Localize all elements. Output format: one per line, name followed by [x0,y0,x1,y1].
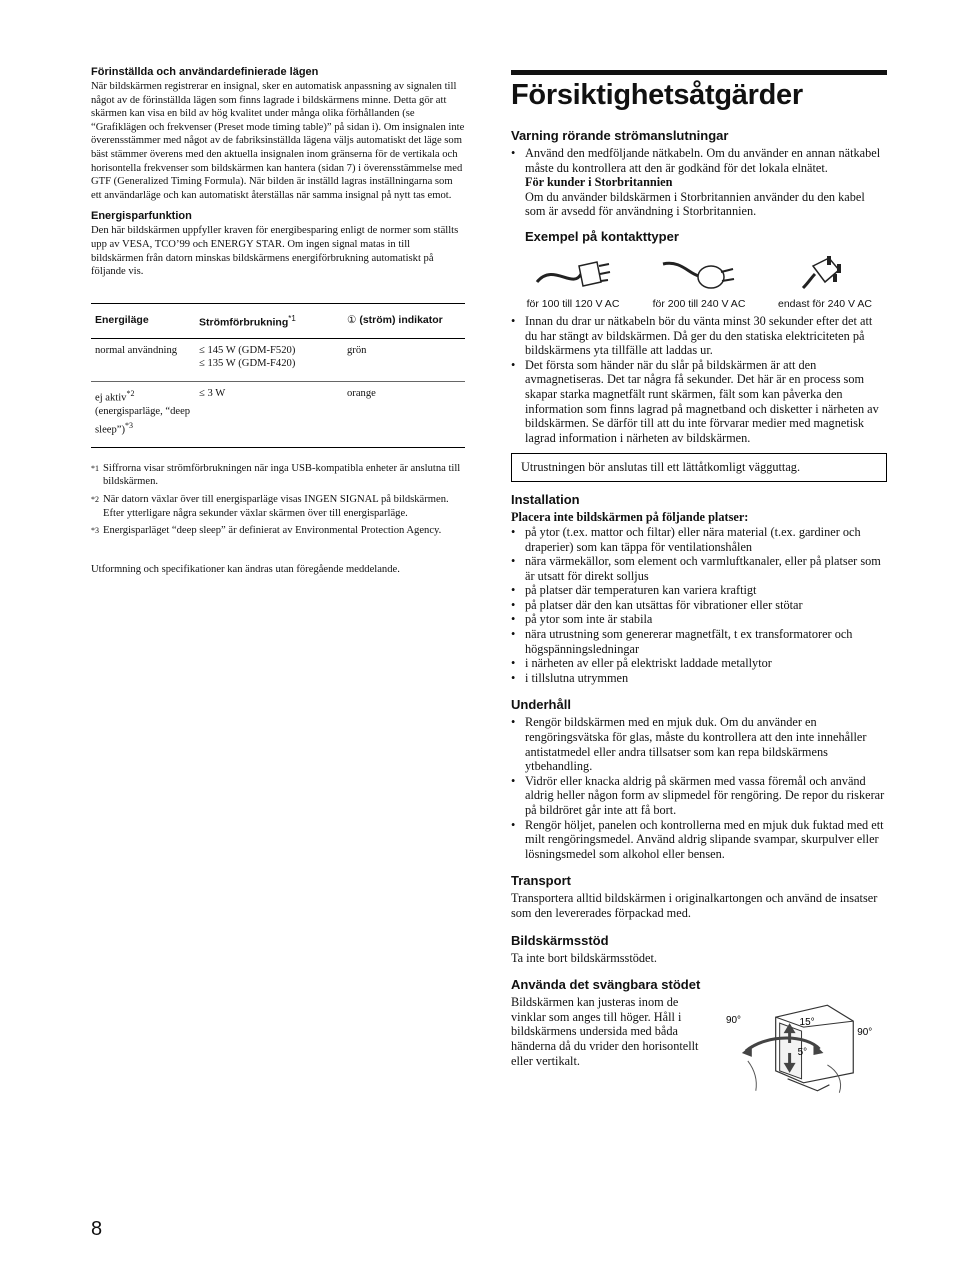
stand-heading: Bildskärmsstöd [511,932,609,948]
energy-heading: Energisparfunktion [91,210,192,223]
plug-example [637,252,761,310]
header-indicator: ① (ström) indikator [343,303,465,338]
install-list [511,525,887,686]
plug-example [511,252,635,310]
page-title: Försiktighetsåtgärder [511,79,803,111]
list-item: • Det första som händer när du slår på bildskärmen är att den avmagnetiseras. Det tar några få sekunder. Det här är en process som skapar starka magnetfält runt skärmen, fält som kan påverka den information som finns lagrad på magnetband och disketter i närheten av bildskärmen. Se därför till att du inte förvarar medier med magnetisk lagrad information i närheten av bildskärmen. [511,358,887,446]
swivel-text: Bildskärmen kan justeras inom de vinklar som anges till höger. Håll i bildskärmens undersida med båda händerna då du vrider den horisontellt eller vertikalt. [511,995,699,1068]
list-item: • Vidrör eller knacka aldrig på skärmen med vassa föremål och använd aldrig heller någon form av slipmedel för rengöring. De repor du riskerar på bildröret går inte att få bort. [511,774,887,818]
swivel-section [511,995,887,1095]
disclaimer: Utformning och specifikationer kan ändras utan föregående meddelande. [91,564,400,576]
page-number: 8 [91,1218,103,1240]
list-item: • nära värmekällor, som element och varmluftkanaler, eller på platser som är utsatt för direkt solljus [511,554,887,583]
row-indicator: grön [343,338,465,381]
right-column [511,70,887,1095]
uk-plug-icon [795,252,855,294]
outlet-note: Utrustningen bör anslutas till ett lättåtkomligt vägguttag. [511,453,887,482]
us-plug-icon [533,252,613,294]
angle-up-label: 15° [799,1017,815,1029]
footnote: $^{*3}$ Energisparläget “deep sleep” är definierat av Environmental Protection Agency. [91,525,442,537]
list-item: • på platser där temperaturen kan variera kraftigt [511,583,887,598]
list-item: • på platser där den kan utsättas för vibrationer eller stötar [511,598,887,613]
transport-heading: Transport [511,873,571,889]
energy-table [91,303,465,448]
angle-left-label: 90° [725,1015,741,1027]
plug-example [763,252,887,310]
footnote: $^{*1}$ Siffrorna visar strömförbrukningen när inga USB-kompatibla enheter är anslutna till bildskärmen. [91,462,461,488]
install-heading: Installation [511,492,580,508]
header-mode: Energiläge [91,303,195,338]
list-item: • på ytor (t.ex. mattor och filtar) eller nära material (t.ex. gardiner och draperier) som kan täppa för ventilationshålen [511,525,887,554]
transport-text: Transportera alltid bildskärmen i originalkartongen och använd de insatser som den levererades förpackad med. [511,891,878,920]
list-item: • Rengör höljet, panelen och kontrollerna med en mjuk duk fuktad med ett milt rengöringsmedel. Använd aldrig slipande svampar, skurpulver eller lösningsmedel som alkohol eller bensen. [511,818,887,862]
stand-text: Ta inte bort bildskärmsstödet. [511,950,657,965]
power-heading: Varning rörande strömanslutningar [511,128,729,143]
title-rule [511,70,887,75]
row-power: ≤ 3 W [195,382,343,448]
install-lead: Placera inte bildskärmen på följande platser: [511,510,749,525]
table-row [91,338,465,381]
uk-text: Om du använder bildskärmen i Storbritannien använder du den kabel som är avsedd för användning i Storbritannien. [525,189,865,219]
power-icon: ① [347,313,357,326]
list-item: • i tillslutna utrymmen [511,671,887,686]
plug-heading: Exempel på kontakttyper [525,228,679,244]
header-power: Strömförbrukning$^{*1}$ [195,303,343,338]
list-item: • i närheten av eller på elektriskt laddade metallytor [511,656,887,671]
left-column [91,66,465,575]
plug-examples [511,252,887,310]
power-bullets [511,314,887,445]
swivel-diagram [718,995,887,1095]
angle-right-label: 90° [857,1027,873,1039]
swivel-heading: Använda det svängbara stödet [511,977,701,993]
uk-heading: För kunder i Storbritannien [525,175,673,190]
footnote: $^{*2}$ När datorn växlar över till energisparläge visas INGEN SIGNAL på bildskärmen. Efter ytterligare några sekunder växlar skärmen över till energisparläge. [91,494,449,519]
list-item: • Använd den medföljande nätkabeln. Om du använder en annan nätkabel måste du kontrollera att den är godkänd för det lokala elnätet. [511,146,887,175]
list-item: • nära utrustning som genererar magnetfält, t ex transformatorer och högspänningsledningar [511,627,887,656]
row-mode: normal användning [91,338,195,381]
power-list [511,146,887,175]
footnotes [91,462,465,543]
plug-caption: endast för 240 V AC [778,297,872,310]
header-power-footnote: *1 [288,313,296,323]
list-item: • på ytor som inte är stabila [511,612,887,627]
table-row [91,382,465,448]
row-mode: ej aktiv$^{*2}$ (energisparläge, “deep sleep”)$^{*3}$ [91,382,195,448]
list-item: • Rengör bildskärmen med en mjuk duk. Om du använder en rengöringsvätska för glas, måste du kontrollera att den inte innehåller antistatmedel eller andra tillsatser som kan repa bildskärmens ytbehandling. [511,715,887,773]
maint-heading: Underhåll [511,697,571,713]
plug-caption: för 200 till 240 V AC [652,297,746,310]
preset-text: När bildskärmen registrerar en insignal, sker en automatisk anpassning av signalen till något av de förinställda lägen som finns lagrade i bildskärmens minne. Detta gör att skärmen kan visa en bild av hög kvalitet under många olika förhållanden (se “Grafiklägen och frekvenser (Preset mode timing table)” på sidan i). Om insignalen inte överensstämmer med något av de fabriksinställda lägena väljs automatiskt det läge som bäst stämmer överens med den aktuella insignalen inom gränserna för de vertikala och horisontella frekvenser som bildskärmen kan hantera (sidan 7) i överensstämmelse med GTF (Generalized Timing Formula). När bilden är inställd lagras inställningarna som ett användarläge och kan automatiskt återställas när samma insignal på nytt tas emot. [91,81,465,201]
row-indicator: orange [343,382,465,448]
preset-heading: Förinställda och användardefinierade lägen [91,66,319,78]
eu-plug-icon [659,252,739,294]
energy-text: Den här bildskärmen uppfyller kraven för energibesparing enligt de normer som ställts upp av VESA, TCO’99 och ENERGY STAR. Om ingen signal matas in till bildskärmen från datorn minskas bildskärmens energiförbrukning automatiskt på följande vis. [91,225,459,278]
plug-caption: för 100 till 120 V AC [526,297,620,310]
row-power: ≤ 145 W (GDM-F520) ≤ 135 W (GDM-F420) [195,338,343,381]
energy-table-header [91,303,465,338]
list-item: • Innan du drar ur nätkabeln bör du vänta minst 30 sekunder efter det att du har stängt av bildskärmen. Då ger du den statiska elektriciteten på bildskärmens yta tillfälle att laddas ur. [511,314,887,358]
maint-list [511,715,887,861]
angle-down-label: 5° [797,1047,808,1059]
